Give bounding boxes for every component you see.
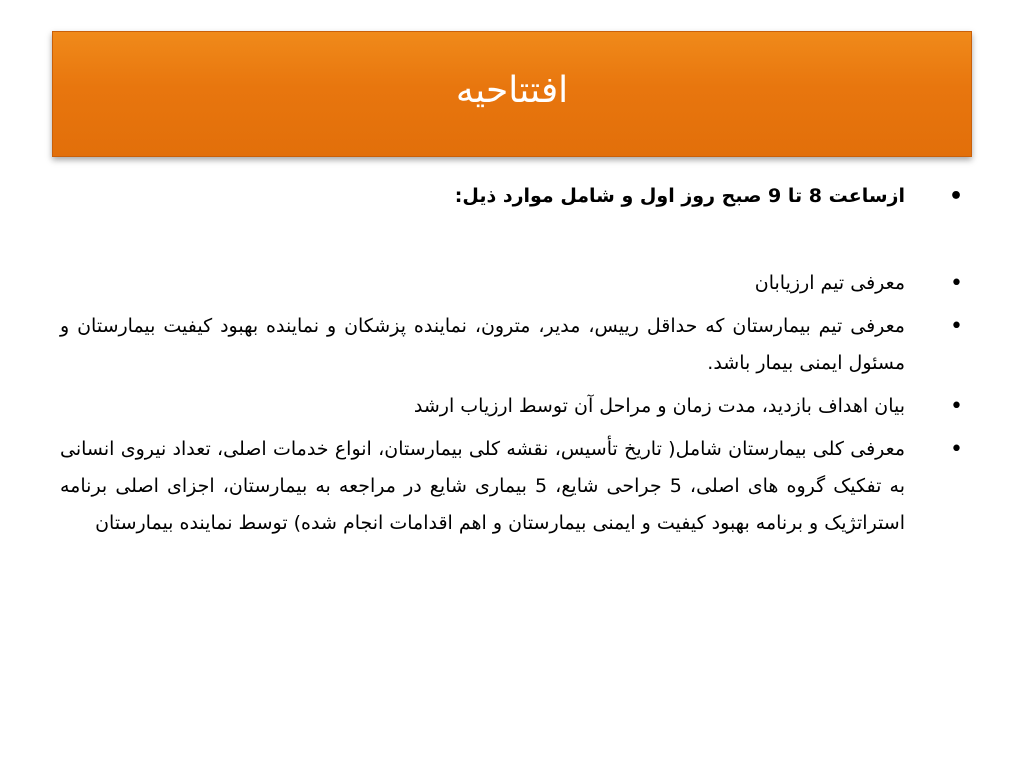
bullet-icon: • <box>950 314 963 339</box>
bullet-list <box>60 178 963 548</box>
list-item <box>60 265 963 302</box>
list-item <box>60 178 963 215</box>
list-item-text: معرفی تیم ارزیابان <box>754 272 905 294</box>
list-item <box>60 308 963 382</box>
list-item <box>60 388 963 425</box>
list-item-text: معرفی کلی بیمارستان شامل( تاریخ تأسیس، نقشه کلی بیمارستان، انواع خدمات اصلی، تعداد نیروی انسانی به تفکیک گروه های اصلی، 5 جراحی شایع، 5 بیماری شایع در مراجعه به بیمارستان، اجزای اصلی برنامه استراتژیک و برنامه بهبود کیفیت و ایمنی بیمارستان و اهم اقدامات انجام شده) توسط نماینده بیمارستان <box>60 438 905 534</box>
title-banner <box>52 31 972 157</box>
list-item-text: ازساعت 8 تا 9 صبح روز اول و شامل موارد ذیل: <box>454 185 905 207</box>
bullet-icon: • <box>950 437 963 462</box>
bullet-icon: • <box>950 271 963 296</box>
list-item-text: معرفی تیم بیمارستان که حداقل رییس، مدیر، مترون، نماینده پزشکان و نماینده بهبود کیفیت بیمارستان و مسئول ایمنی بیمار باشد. <box>60 315 905 374</box>
bullet-icon: • <box>948 184 963 209</box>
list-item <box>60 431 963 542</box>
list-item-text: بیان اهداف بازدید، مدت زمان و مراحل آن توسط ارزیاب ارشد <box>413 395 905 417</box>
slide-title: افتتاحیه <box>455 69 569 111</box>
bullet-icon: • <box>950 394 963 419</box>
